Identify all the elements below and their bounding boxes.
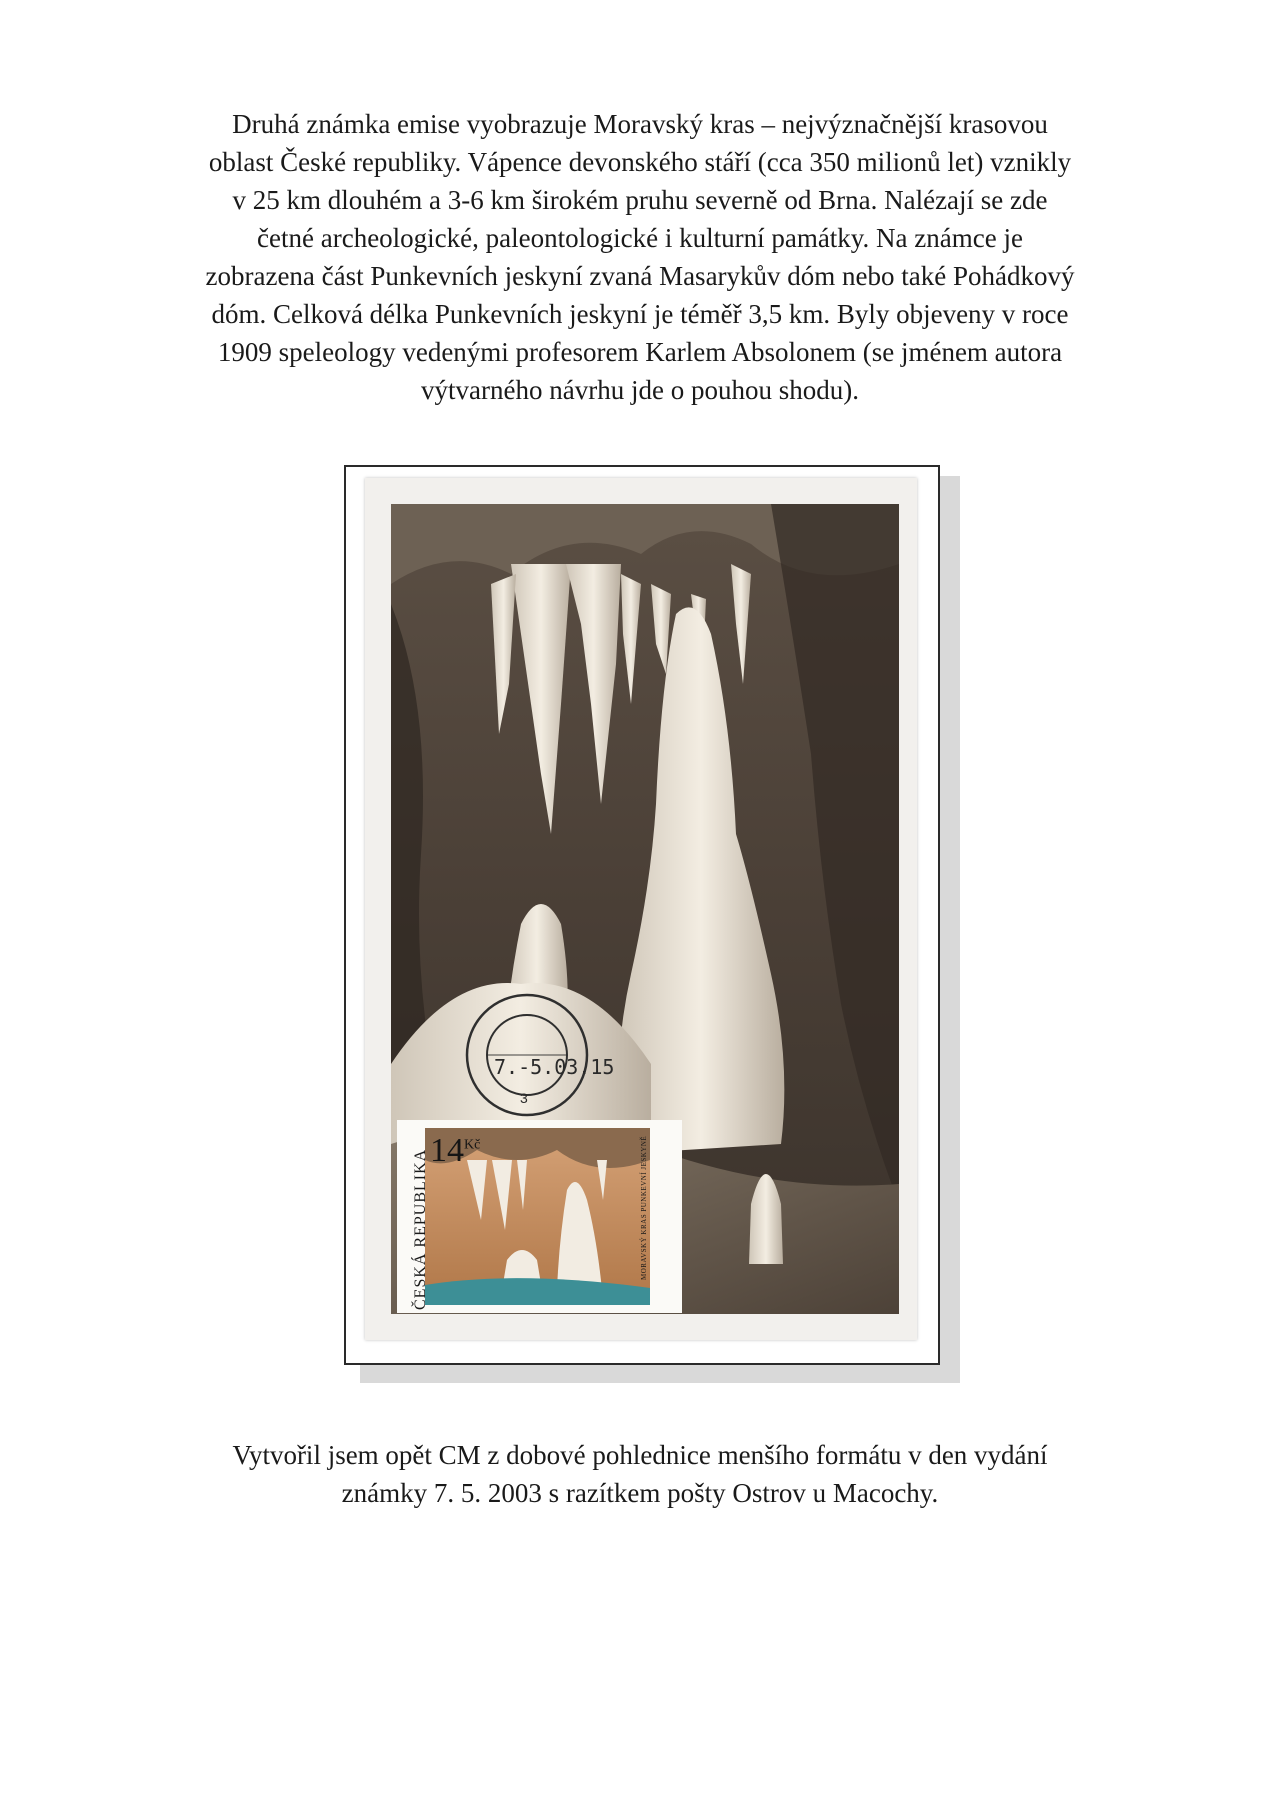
intro-line: zobrazena část Punkevních jeskyní zvaná Masarykův dóm nebo také Pohádkový [205,261,1075,291]
stamp-value-number: 14 [430,1132,464,1169]
intro-line: četné archeologické, paleontologické i kulturní památky. Na známce je [257,223,1023,253]
closing-line: známky 7. 5. 2003 s razítkem pošty Ostrov u Macochy. [341,1478,939,1508]
intro-line: dóm. Celková délka Punkevních jeskyní je téměř 3,5 km. Byly objeveny v roce [211,299,1069,329]
stamp-currency: Kč [464,1137,481,1153]
postmark-number: 3 [520,1090,528,1106]
postmark-date: 7.-5.03.15 [494,1055,615,1079]
intro-line: Druhá známka emise vyobrazuje Moravský kras – nejvýznačnější krasovou [232,109,1048,139]
intro-line: výtvarného návrhu jde o pouhou shodu). [421,375,859,405]
intro-line: v 25 km dlouhém a 3-6 km širokém pruhu severně od Brna. Nalézají se zde [232,185,1048,215]
closing-paragraph [130,1436,1150,1512]
intro-line: 1909 speleology vedenými profesorem Karlem Absolonem (se jménem autora [217,337,1063,367]
closing-line: Vytvořil jsem opět CM z dobové pohlednice menšího formátu v den vydání [232,1440,1048,1470]
stamp-value [430,1132,480,1170]
intro-line: oblast České republiky. Vápence devonského stáří (cca 350 milionů let) vznikly [208,147,1072,177]
stamp-caption: MORAVSKÝ KRAS PUNKEVNÍ JESKYNĚ [640,1135,648,1280]
intro-paragraph [130,105,1150,409]
stamp-country: ČESKÁ REPUBLIKA [412,1148,429,1310]
